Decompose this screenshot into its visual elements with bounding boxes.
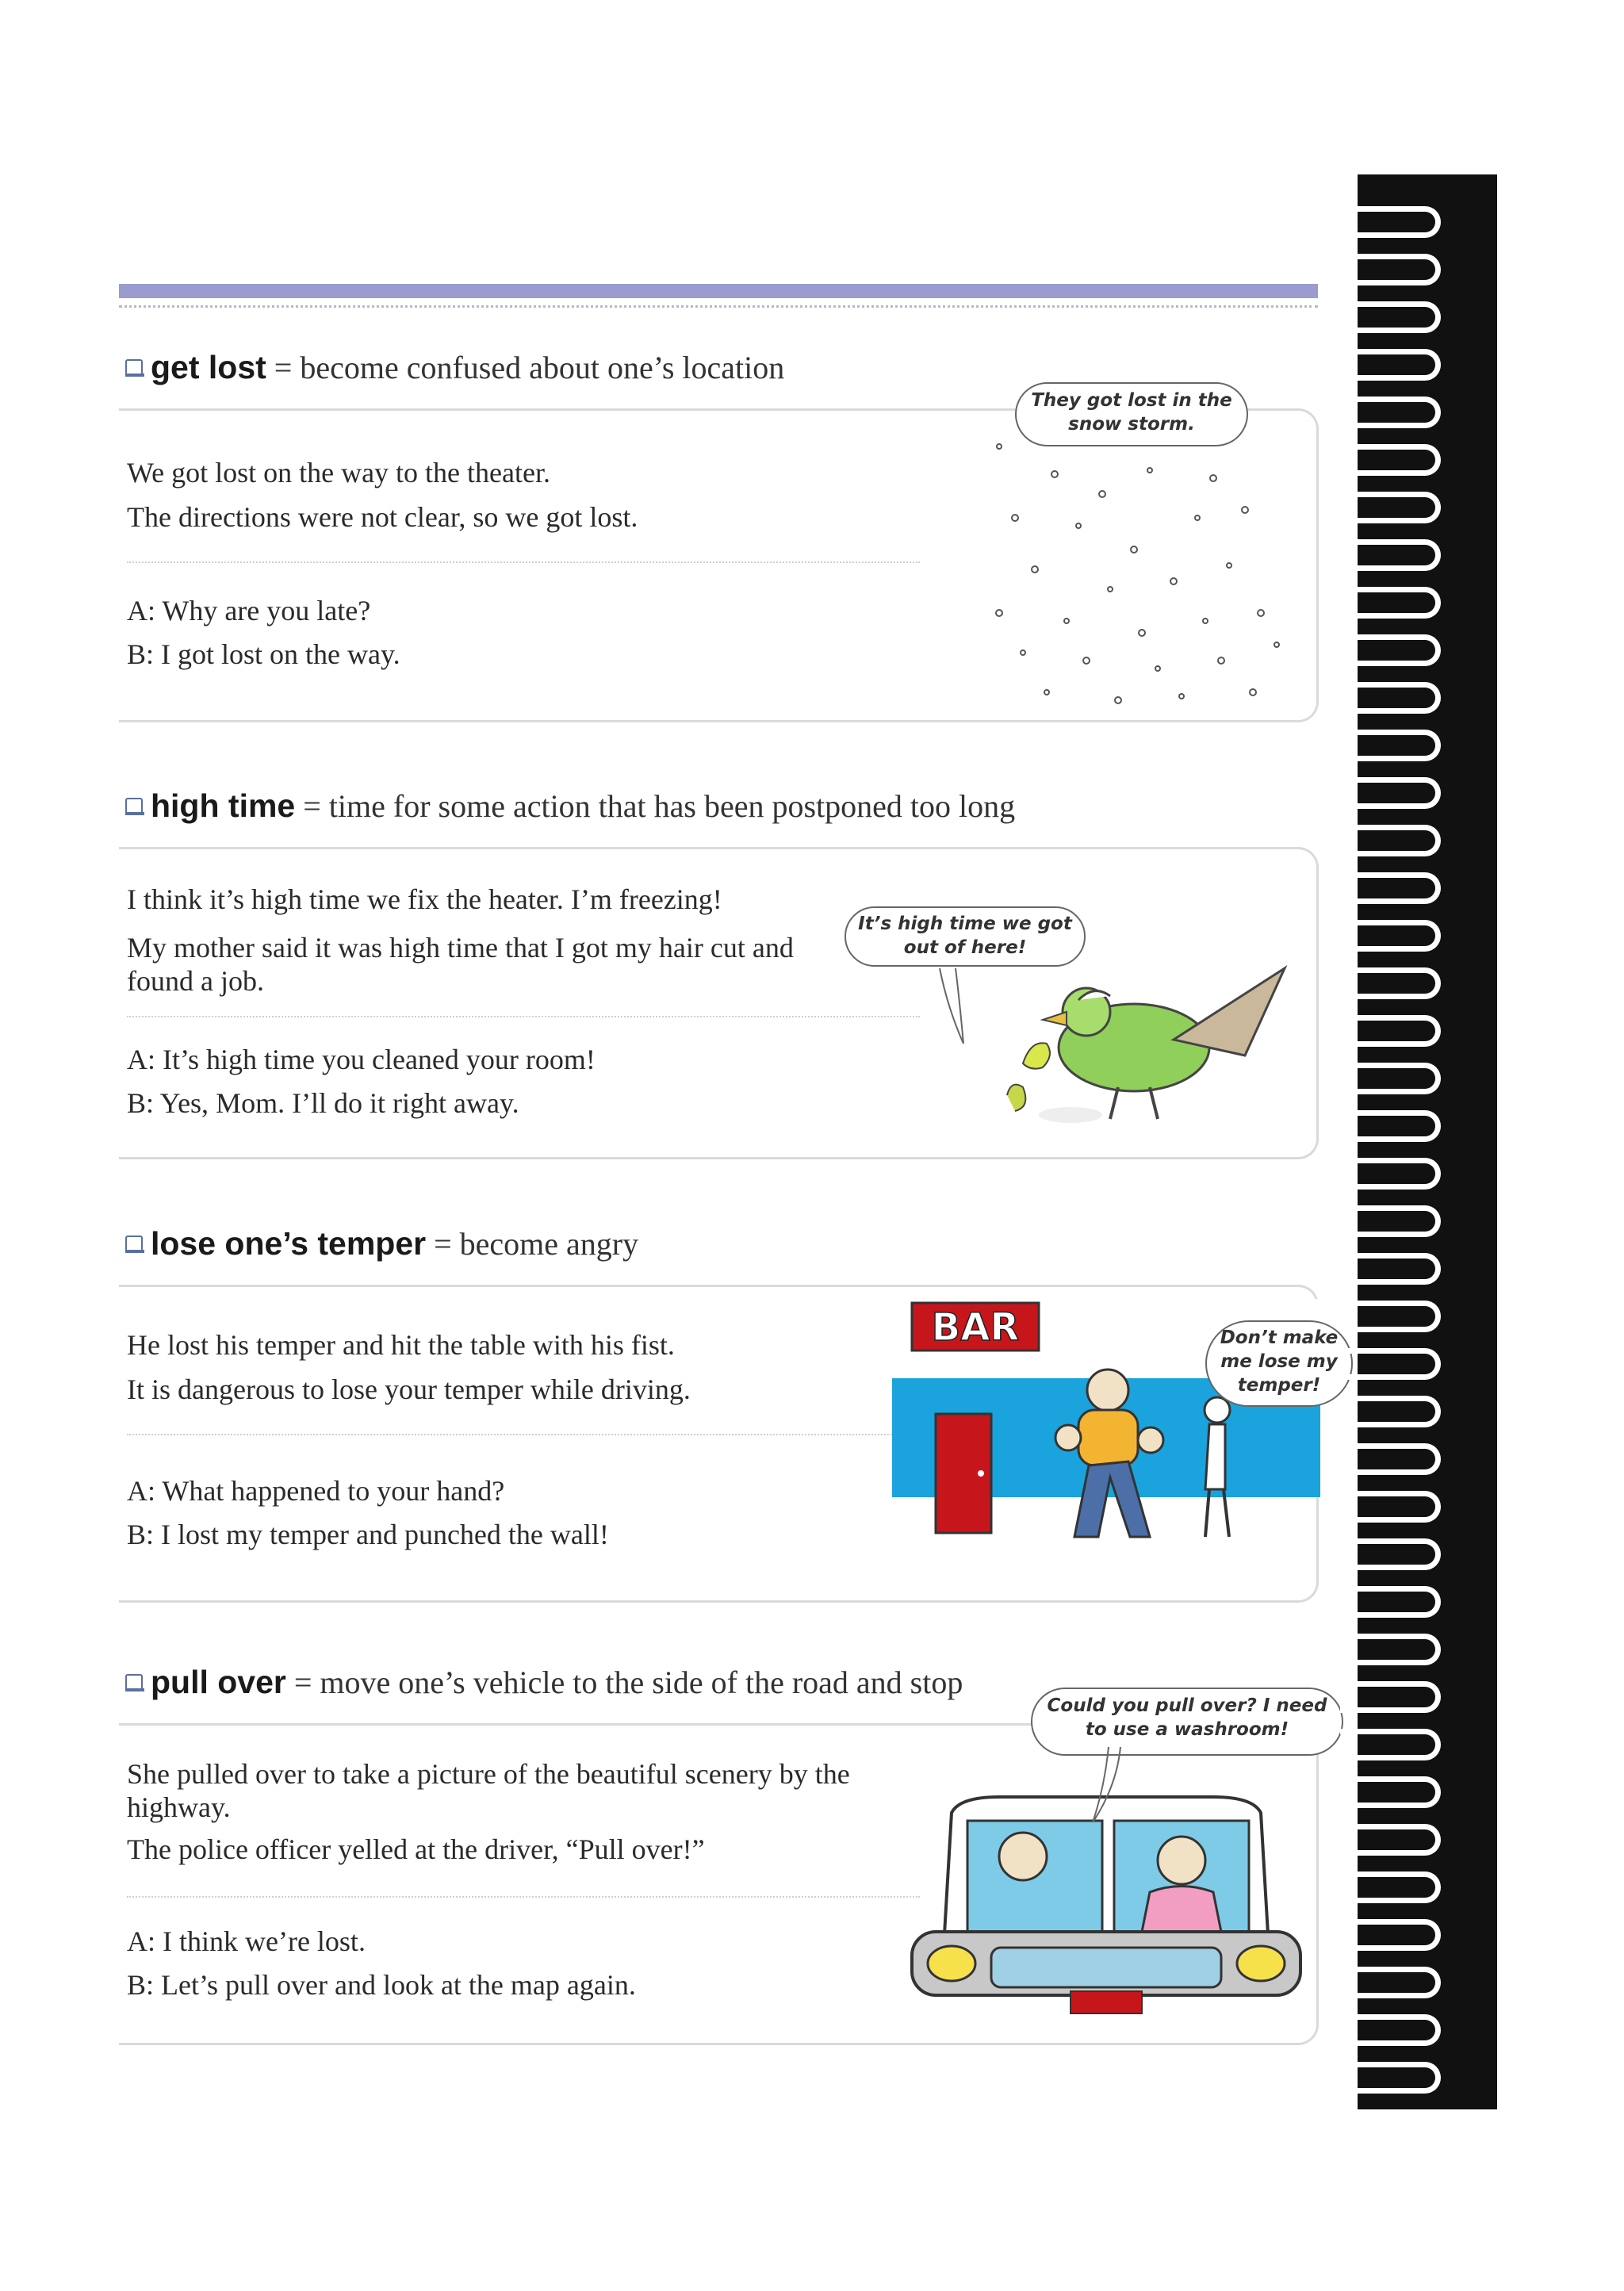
binding-ring <box>1340 1110 1441 1142</box>
binding-ring <box>1340 254 1441 285</box>
spiral-binding <box>1358 174 1497 2109</box>
binding-ring <box>1340 967 1441 999</box>
entry-definition: = move one’s vehicle to the side of the road and stop <box>285 1665 963 1700</box>
entry-definition: = become angry <box>426 1226 639 1262</box>
speech-bubble: Don’t make me lose my temper! <box>1205 1320 1353 1407</box>
example-sentence: She pulled over to take a picture of the beautiful scenery by the highway. <box>127 1758 850 1823</box>
dotted-separator <box>127 561 920 563</box>
entry-definition: = become confused about one’s location <box>266 350 785 385</box>
example-sentence: He lost his temper and hit the table with his fist. <box>127 1329 675 1361</box>
checkbox-icon <box>125 798 143 815</box>
binding-ring <box>1340 1634 1441 1665</box>
entry-card <box>119 1285 1319 1603</box>
binding-ring <box>1340 1443 1441 1475</box>
binding-ring <box>1340 1063 1441 1094</box>
binding-ring <box>1340 587 1441 619</box>
example-sentence: The directions were not clear, so we got lost. <box>127 501 638 533</box>
entry-heading <box>125 1225 638 1262</box>
binding-ring <box>1340 1205 1441 1237</box>
entry-card <box>119 408 1319 722</box>
dotted-separator <box>127 1016 920 1017</box>
dialogue-line: B: Let’s pull over and look at the map again. <box>127 1969 636 2001</box>
binding-ring <box>1340 2014 1441 2046</box>
binding-ring <box>1340 301 1441 333</box>
binding-ring <box>1340 2062 1441 2094</box>
entry-heading <box>125 349 784 386</box>
entry-heading <box>125 1664 963 1701</box>
entry-term: lose one’s temper <box>151 1225 427 1262</box>
entry-heading <box>125 787 1015 825</box>
binding-ring <box>1340 397 1441 428</box>
example-sentence: It is dangerous to lose your temper while driving. <box>127 1373 691 1405</box>
entry-get-lost <box>119 349 1318 730</box>
binding-ring <box>1340 1919 1441 1951</box>
speech-bubble: Could you pull over? I need to use a washroom! <box>1031 1688 1343 1756</box>
header-bar <box>119 284 1318 298</box>
binding-ring <box>1340 1253 1441 1285</box>
dotted-separator <box>127 1896 920 1898</box>
binding-ring <box>1340 1967 1441 1998</box>
binding-ring <box>1340 777 1441 809</box>
binding-ring <box>1340 825 1441 856</box>
dialogue-line: B: I lost my temper and punched the wall! <box>127 1519 609 1550</box>
binding-ring <box>1340 1301 1441 1332</box>
header-dotted-rule <box>119 305 1318 308</box>
binding-ring <box>1340 1776 1441 1808</box>
binding-ring <box>1340 444 1441 476</box>
snowflakes-illustration <box>975 431 1308 716</box>
binding-ring <box>1340 634 1441 666</box>
binding-ring <box>1340 920 1441 952</box>
entry-lose-ones-temper <box>119 1225 1339 1614</box>
binding-ring <box>1340 1586 1441 1618</box>
entry-term: get lost <box>151 349 266 385</box>
binding-ring <box>1340 1348 1441 1380</box>
binding-ring <box>1340 206 1441 238</box>
binding-ring <box>1340 492 1441 523</box>
binding-ring <box>1340 1824 1441 1856</box>
dialogue-line: B: I got lost on the way. <box>127 638 400 670</box>
checkbox-icon <box>125 1674 143 1691</box>
checkbox-icon <box>125 1236 143 1253</box>
bar-sign: BAR <box>931 1305 1020 1350</box>
binding-ring <box>1340 1015 1441 1047</box>
example-sentence: My mother said it was high time that I got my hair cut and found a job. <box>127 932 794 997</box>
dialogue-line: A: I think we’re lost. <box>127 1925 366 1957</box>
binding-ring <box>1340 1158 1441 1190</box>
dialogue-line: B: Yes, Mom. I’ll do it right away. <box>127 1087 519 1119</box>
binding-ring <box>1340 872 1441 904</box>
binding-ring <box>1340 1871 1441 1903</box>
binding-ring <box>1340 1538 1441 1570</box>
entry-card <box>119 1723 1319 2045</box>
binding-ring <box>1340 682 1441 714</box>
entry-term: pull over <box>151 1664 286 1700</box>
entry-high-time <box>119 787 1318 1168</box>
speech-bubble: It’s high time we got out of here! <box>845 906 1086 967</box>
example-sentence: We got lost on the way to the theater. <box>127 457 550 488</box>
binding-ring <box>1340 730 1441 761</box>
example-sentence: The police officer yelled at the driver, “Pull over!” <box>127 1833 705 1865</box>
dotted-separator <box>127 1434 920 1435</box>
binding-ring <box>1340 539 1441 571</box>
binding-ring <box>1340 1681 1441 1713</box>
entry-card <box>119 847 1319 1159</box>
entry-definition: = time for some action that has been postponed too long <box>295 788 1016 824</box>
bubble-tail <box>1085 1747 1132 1826</box>
binding-ring <box>1340 1396 1441 1427</box>
entry-pull-over <box>119 1664 1327 2076</box>
speech-bubble: They got lost in the snow storm. <box>1015 382 1248 446</box>
bubble-tail <box>932 968 979 1048</box>
dialogue-line: A: It’s high time you cleaned your room! <box>127 1044 596 1075</box>
entry-term: high time <box>151 787 296 824</box>
binding-ring <box>1340 349 1441 381</box>
example-sentence: I think it’s high time we fix the heater. I’m freezing! <box>127 883 722 915</box>
dialogue-line: A: What happened to your hand? <box>127 1475 505 1507</box>
binding-ring <box>1340 1491 1441 1523</box>
dialogue-line: A: Why are you late? <box>127 595 371 626</box>
binding-ring <box>1340 1729 1441 1760</box>
checkbox-icon <box>125 359 143 377</box>
